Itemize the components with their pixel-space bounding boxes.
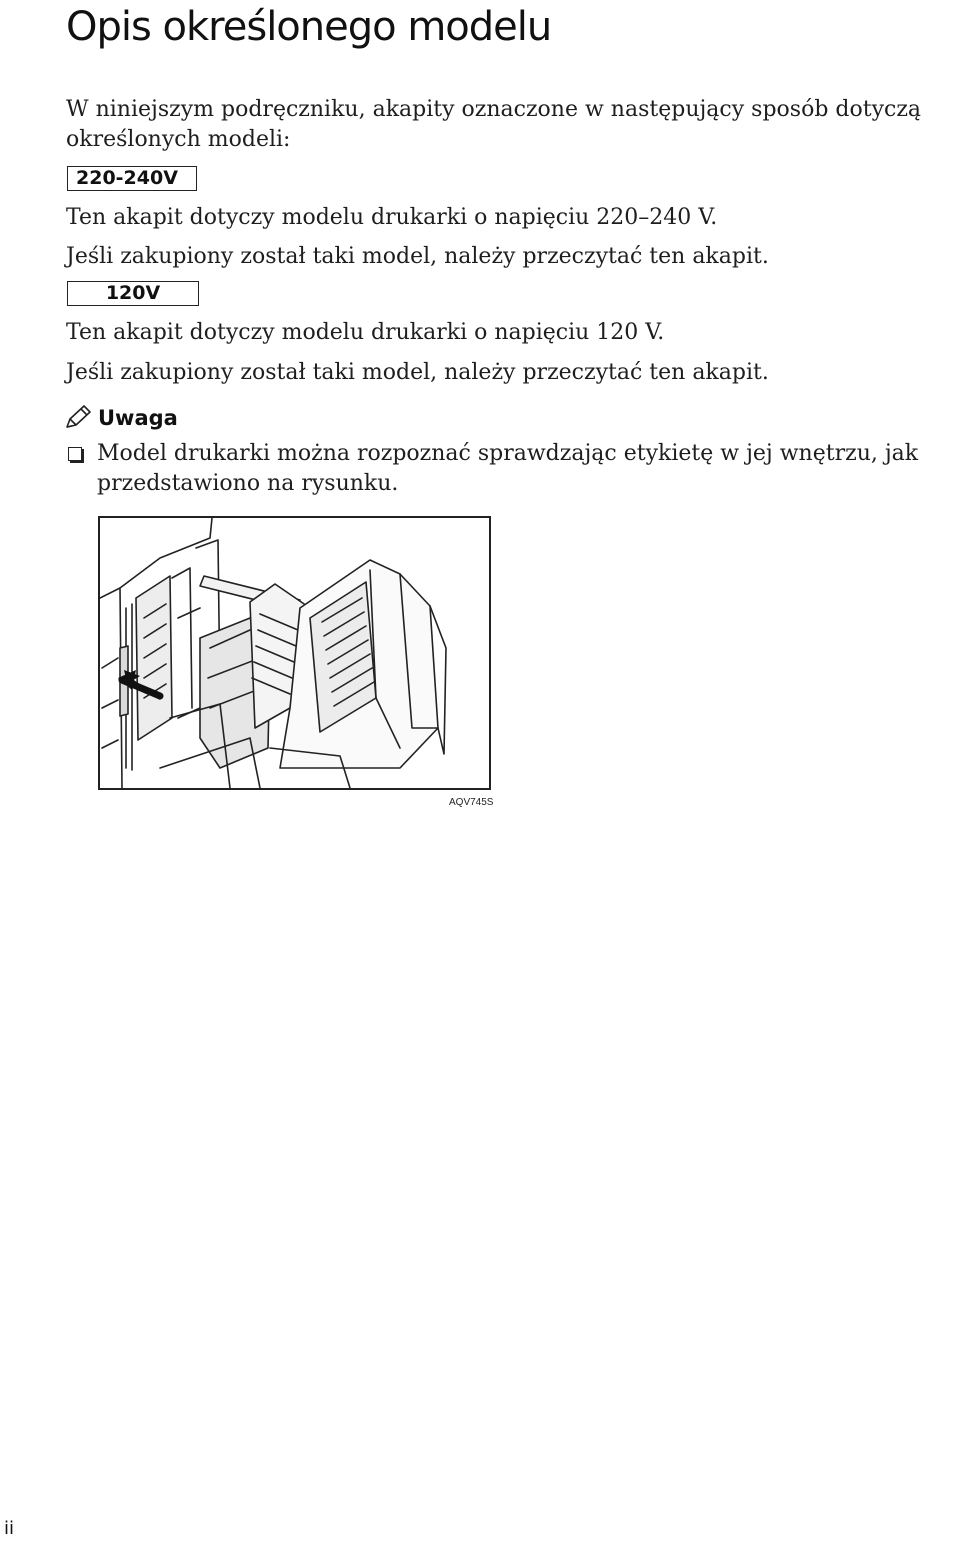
pencil-icon [64, 404, 92, 430]
note-label: Uwaga [98, 406, 178, 430]
model-120v-read-text: Jeśli zakupiony został taki model, należy przeczytać ten akapit. [66, 360, 769, 385]
model-120v-applies-text: Ten akapit dotyczy modelu drukarki o napięciu 120 V. [66, 320, 665, 345]
model-220-240v-read-text: Jeśli zakupiony został taki model, należy przeczytać ten akapit. [66, 244, 769, 269]
checkbox-icon [68, 447, 82, 461]
note-text: Model drukarki można rozpoznać sprawdzając etykietę w jej wnętrzu, jak przedstawiono na rysunku. [97, 441, 919, 496]
model-badge-220-240v: 220-240V [67, 166, 197, 191]
figure-code: AQV745S [449, 797, 494, 808]
model-badge-120v: 120V [67, 281, 199, 306]
page-title: Opis określonego modelu [66, 4, 552, 50]
intro-paragraph: W niniejszym podręczniku, akapity oznaczone w następujący sposób dotyczą określonych modeli: [66, 97, 922, 152]
model-220-240v-applies-text: Ten akapit dotyczy modelu drukarki o napięciu 220–240 V. [66, 205, 718, 230]
printer-illustration [98, 516, 491, 790]
page-number: ii [4, 1518, 15, 1539]
